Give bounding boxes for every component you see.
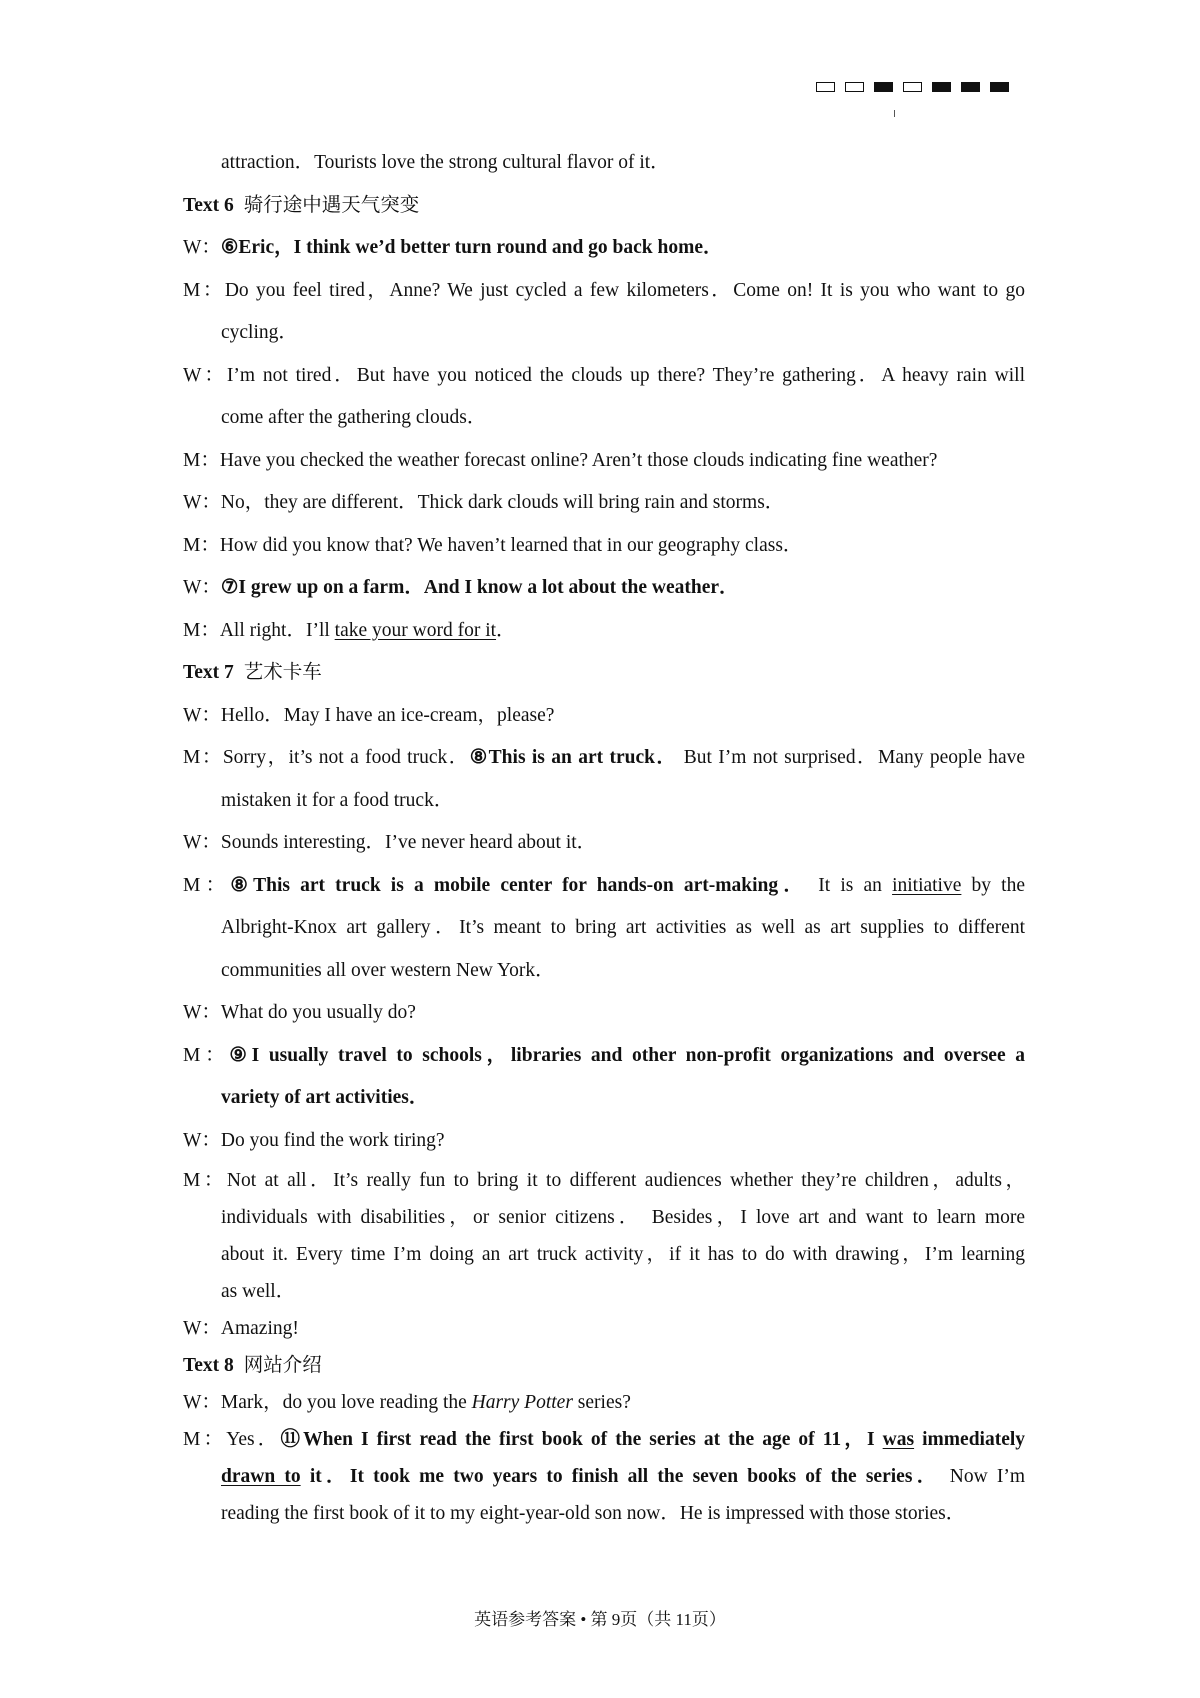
page-footer: 英语参考答案 • 第 9页（共 11页） xyxy=(474,1610,726,1629)
dialogue-line: M：Not at all．It’s really fun to bring it to different audiences whether they’re children，adults， xyxy=(183,1170,1025,1191)
mark-empty-icon xyxy=(903,82,922,92)
tick-mark xyxy=(894,110,895,117)
dialogue-continuation: Albright-Knox art gallery．It’s meant to bring art activities as well as art supplies to different xyxy=(221,917,1025,938)
dialogue-continuation: come after the gathering clouds． xyxy=(221,407,487,428)
dialogue-line: W：No，they are different．Thick dark clouds will bring rain and storms． xyxy=(183,492,785,513)
dialogue-line: M：Have you checked the weather forecast online? Aren’t those clouds indicating fine weather? xyxy=(183,449,938,471)
transcript-body xyxy=(183,142,1025,1532)
dialogue-line: W：What do you usually do? xyxy=(183,1002,416,1023)
dialogue-line: W：⑥Eric，I think we’d better turn round and go back home． xyxy=(183,237,723,258)
dialogue-continuation: communities all over western New York． xyxy=(221,959,555,981)
dialogue-continuation: mistaken it for a food truck． xyxy=(221,789,454,811)
dialogue-line: M：Do you feel tired，Anne? We just cycled a few kilometers．Come on! It is you who want to go xyxy=(183,279,1026,301)
dialogue-continuation: reading the first book of it to my eight-year-old son now．He is impressed with those stories． xyxy=(221,1503,966,1524)
dialogue-line: W：Mark，do you love reading the Harry Potter series? xyxy=(183,1392,631,1413)
section-heading-text7: Text 7 艺术卡车 xyxy=(183,662,322,683)
section-heading-text6: Text 6 骑行途中遇天气突变 xyxy=(183,194,420,216)
mark-filled-icon xyxy=(874,82,893,92)
dialogue-line: W：Do you find the work tiring? xyxy=(183,1129,445,1151)
dialogue-line: M：⑧This art truck is a mobile center for hands-on art-making． It is an initiative by the xyxy=(183,874,1025,896)
alignment-marks xyxy=(816,82,1009,92)
dialogue-line: W：Sounds interesting．I’ve never heard about it． xyxy=(183,832,597,853)
dialogue-continuation: individuals with disabilities，or senior citizens． Besides，I love art and want to learn more xyxy=(221,1207,1025,1228)
dialogue-continuation: drawn to it．It took me two years to finish all the seven books of the series． Now I’m xyxy=(221,1466,1026,1487)
dialogue-line: M：Sorry，it’s not a food truck．⑧This is an art truck． But I’m not surprised．Many people have xyxy=(183,747,1026,768)
mark-filled-icon xyxy=(990,82,1009,92)
dialogue-line: M：All right．I’ll take your word for it． xyxy=(183,619,516,641)
dialogue-line: W：Hello．May I have an ice-cream，please? xyxy=(183,704,555,726)
mark-empty-icon xyxy=(845,82,864,92)
mark-filled-icon xyxy=(932,82,951,92)
mark-empty-icon xyxy=(816,82,835,92)
mark-filled-icon xyxy=(961,82,980,92)
section-heading-text8: Text 8 网站介绍 xyxy=(183,1355,322,1376)
dialogue-continuation: about it. Every time I’m doing an art truck activity，if it has to do with drawing，I’m learning xyxy=(221,1244,1025,1265)
dialogue-continuation: as well． xyxy=(221,1281,296,1302)
dialogue-line: M：How did you know that? We haven’t learned that in our geography class． xyxy=(183,534,803,556)
dialogue-line: W：⑦I grew up on a farm．And I know a lot about the weather． xyxy=(183,577,739,598)
dialogue-continuation: variety of art activities． xyxy=(221,1087,429,1108)
dialogue-line: W：Amazing! xyxy=(183,1318,299,1339)
dialogue-line: M：⑨I usually travel to schools，libraries and other non-profit organizations and oversee a xyxy=(183,1044,1026,1066)
dialogue-line: M：Yes．⑪When I first read the first book of the series at the age of 11，I was immediately xyxy=(183,1429,1026,1450)
dialogue-continuation: cycling． xyxy=(221,322,298,343)
text-line: attraction．Tourists love the strong cultural flavor of it． xyxy=(221,152,670,173)
dialogue-line: W：I’m not tired．But have you noticed the clouds up there? They’re gathering．A heavy rain will xyxy=(183,364,1026,386)
